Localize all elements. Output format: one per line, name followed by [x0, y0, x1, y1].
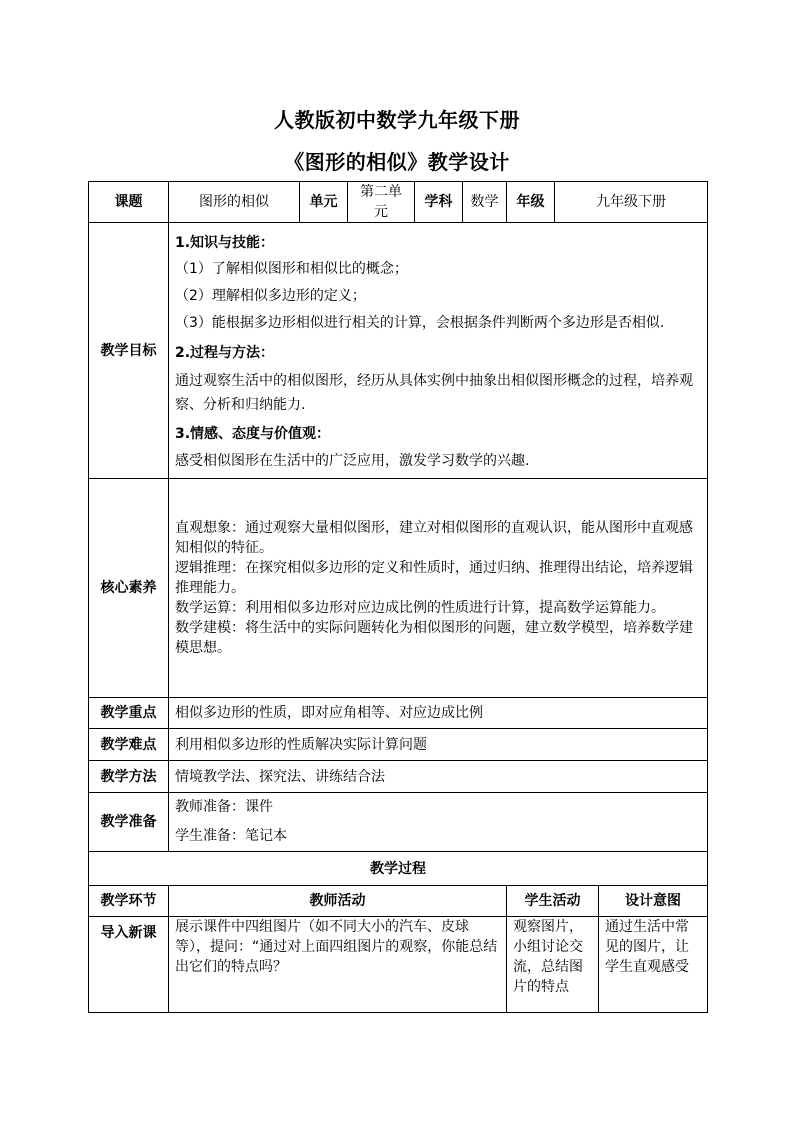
subject-value: 数学	[463, 182, 507, 223]
process-title: 教学过程	[89, 852, 708, 886]
difficulty-value: 利用相似多边形的性质解决实际计算问题	[169, 729, 708, 761]
unit-value: 第二单元	[348, 182, 415, 223]
subject-label: 学科	[415, 182, 463, 223]
objective-paragraph-3: 感受相似图形在生活中的广泛应用，激发学习数学的兴趣.	[175, 453, 530, 469]
key-point-value: 相似多边形的性质，即对应角相等、对应边成比例	[169, 698, 708, 729]
unit-label: 单元	[300, 182, 348, 223]
core-literacy-item-1: 直观想象：通过观察大量相似图形，建立对相似图形的直观认识，能从图形中直观感知相似的特征。	[175, 520, 693, 556]
preparation-content	[169, 793, 708, 852]
info-row	[89, 182, 708, 223]
process-title-row	[89, 852, 708, 886]
difficulty-label: 教学难点	[89, 729, 169, 761]
method-label: 教学方法	[89, 761, 169, 793]
core-literacy-content	[169, 479, 708, 698]
method-value: 情境教学法、探究法、讲练结合法	[169, 761, 708, 793]
col-intent-header: 设计意图	[599, 886, 708, 917]
topic-label: 课题	[89, 182, 169, 223]
key-point-label: 教学重点	[89, 698, 169, 729]
process-header-row	[89, 886, 708, 917]
lesson-plan-table	[88, 181, 708, 1013]
objective-heading-2: 2.过程与方法：	[175, 345, 275, 361]
difficulty-row	[89, 729, 708, 761]
core-literacy-item-4: 数学建模：将生活中的实际问题转化为相似图形的问题，建立数学模型，培养数学建模思想。	[175, 620, 693, 656]
process-row-intro	[89, 917, 708, 1013]
objective-heading-3: 3.情感、态度与价值观：	[175, 426, 331, 442]
col-teacher-header: 教师活动	[169, 886, 507, 917]
intro-design-intent: 通过生活中常见的图片，让学生直观感受	[599, 917, 708, 1013]
core-literacy-row	[89, 479, 708, 698]
preparation-label: 教学准备	[89, 793, 169, 852]
core-literacy-item-3: 数学运算：利用相似多边形对应边成比例的性质进行计算，提高数学运算能力。	[175, 600, 665, 616]
objective-item-1: （1）了解相似图形和相似比的概念；	[175, 261, 408, 277]
objectives-content	[169, 223, 708, 479]
topic-value: 图形的相似	[169, 182, 300, 223]
grade-label: 年级	[507, 182, 555, 223]
objective-item-3: （3）能根据多边形相似进行相关的计算，会根据条件判断两个多边形是否相似.	[175, 315, 665, 331]
core-literacy-item-2: 逻辑推理：在探究相似多边形的定义和性质时，通过归纳、推理得出结论，培养逻辑推理能力。	[175, 560, 693, 596]
objective-item-2: （2）理解相似多边形的定义；	[175, 288, 366, 304]
method-row	[89, 761, 708, 793]
col-student-header: 学生活动	[507, 886, 599, 917]
objective-heading-1: 1.知识与技能：	[175, 235, 275, 251]
intro-teacher-activity: 展示课件中四组图片（如不同大小的汽车、皮球等），提问：“通过对上面四组图片的观察，你能总结出它们的特点吗？	[169, 917, 507, 1013]
document-subtitle: 《图形的相似》教学设计	[284, 150, 510, 174]
objective-paragraph-2: 通过观察生活中的相似图形，经历从具体实例中抽象出相似图形概念的过程，培养观察、分析和归纳能力.	[175, 373, 693, 413]
col-step-header: 教学环节	[89, 886, 169, 917]
teacher-preparation: 教师准备：课件	[175, 799, 273, 815]
student-preparation: 学生准备：笔记本	[175, 828, 287, 844]
document-title: 人教版初中数学九年级下册	[274, 108, 520, 132]
grade-value: 九年级下册	[555, 182, 708, 223]
intro-student-activity: 观察图片，小组讨论交流，总结图片的特点	[507, 917, 599, 1013]
objectives-label: 教学目标	[89, 223, 169, 479]
objectives-row	[89, 223, 708, 479]
key-point-row	[89, 698, 708, 729]
core-literacy-label: 核心素养	[89, 479, 169, 698]
intro-step: 导入新课	[89, 917, 169, 1013]
preparation-row	[89, 793, 708, 852]
